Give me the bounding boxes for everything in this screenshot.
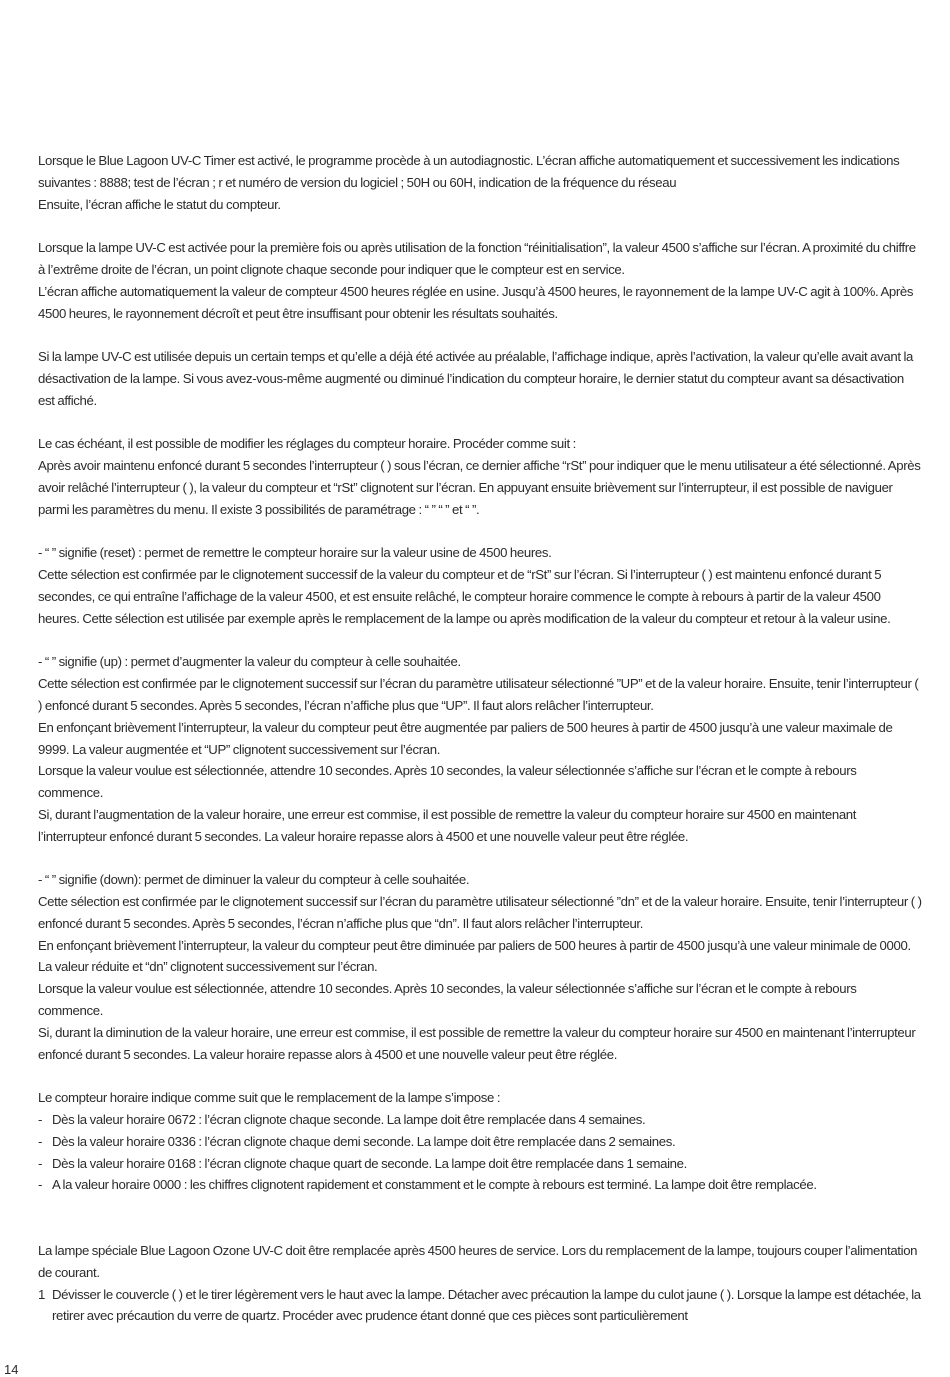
down-description-1: Cette sélection est confirmée par le clignotement successif sur l’écran du paramètre utilisateur sélectionné ”dn” et de la valeur horaire. Ensuite, tenir l’interrupteur ( ) enfoncé durant 5 secondes. Après 5 secondes, l’écran n’affiche plus que “dn”. Il faut alors relâcher l’interrupteur.	[38, 894, 922, 931]
list-item: - Dès la valeur horaire 0168 : l’écran clignote chaque quart de seconde. La lampe doit être remplacée dans 1 semaine.	[38, 1153, 922, 1175]
paragraph-modify-intro: Le cas échéant, il est possible de modifier les réglages du compteur horaire. Procéder comme suit :	[38, 436, 576, 452]
up-description-3: Lorsque la valeur voulue est sélectionnée, attendre 10 secondes. Après 10 secondes, la valeur sélectionnée s’affiche sur l’écran et le compte à rebours commence.	[38, 763, 857, 801]
replacement-intro: Le compteur horaire indique comme suit que le remplacement de la lampe s’impose :	[38, 1090, 501, 1106]
reset-description: Cette sélection est confirmée par le clignotement successif de la valeur du compteur et de “rSt” sur l’écran. Si l’interrupteur ( ) est maintenu enfoncé durant 5 secondes, ce qui entraîne l’affichage de la valeur 4500, et est ensuite relâché, le compteur horaire commence le compte à rebours à partir de la valeur 4500 heures. Cette sélection est utilisée par exemple après le remplacement de la lampe ou après modification de la valeur du compteur et retour à la valeur usine.	[38, 567, 891, 626]
paragraph-first-activation: Lorsque la lampe UV-C est activée pour la première fois ou après utilisation de la fonction “réinitialisation”, la valeur 4500 s’affiche sur l’écran. A proximité du chiffre à l’extrême droite de l’écran, un point clignote chaque seconde pour indiquer que le compteur est en service.	[38, 240, 916, 277]
section-spacer	[38, 1218, 922, 1240]
reset-heading: - “ ” signifie (reset) : permet de remettre le compteur horaire sur la valeur usine de 4500 heures.	[38, 545, 552, 561]
paragraph-factory-value: L’écran affiche automatiquement la valeur de compteur 4500 heures réglée en usine. Jusqu’à 4500 heures, le rayonnement de la lampe UV-C agit à 100%. Après 4500 heures, le rayonnement décroît et peut être insuffisant pour obtenir les résultats souhaités.	[38, 283, 914, 321]
step-number: 1	[38, 1286, 45, 1302]
paragraph-previous-value: Si la lampe UV-C est utilisée depuis un certain temps et qu’elle a déjà été activée au préalable, l’affichage indique, après l’activation, la valeur qu’elle avait avant la désactivation de la lampe. Si vous avez-vous-même augmenté ou diminué l’indication du compteur horaire, le dernier statut du compteur avant sa désactivation est affiché.	[38, 349, 914, 408]
down-description-3: Lorsque la valeur voulue est sélectionnée, attendre 10 secondes. Après 10 secondes, la valeur sélectionnée s’affiche sur l’écran et le compte à rebours commence.	[38, 981, 857, 1019]
down-description-2: En enfonçant brièvement l’interrupteur, la valeur du compteur peut être diminuée par paliers de 500 heures à partir de 4500 jusqu’à une valeur minimale de 0000. La valeur réduite et “dn” clignotent successivement sur l’écran.	[38, 937, 911, 975]
replacement-list	[38, 1109, 922, 1196]
list-item: - A la valeur horaire 0000 : les chiffres clignotent rapidement et constamment et le compte à rebours est terminé. La lampe doit être remplacée.	[38, 1174, 922, 1196]
down-description-4: Si, durant la diminution de la valeur horaire, une erreur est commise, il est possible de remettre la valeur du compteur horaire sur 4500 en maintenant l’interrupteur enfoncé durant 5 secondes. La valeur horaire repasse alors à 4500 et une nouvelle valeur peut être réglée.	[38, 1024, 916, 1062]
document-body	[38, 150, 922, 1327]
paragraph-counter-status: Ensuite, l’écran affiche le statut du compteur.	[38, 196, 281, 212]
paragraph-ozone-lamp: La lampe spéciale Blue Lagoon Ozone UV-C doit être remplacée après 4500 heures de service. Lors du remplacement de la lampe, toujours couper l’alimentation de courant.	[38, 1243, 918, 1280]
list-item: - Dès la valeur horaire 0672 : l’écran clignote chaque seconde. La lampe doit être remplacée dans 4 semaines.	[38, 1109, 922, 1131]
step-text: Dévisser le couvercle ( ) et le tirer légèrement vers le haut avec la lampe. Détacher avec précaution la lampe du culot jaune ( ). Lorsque la lampe est détachée, la retirer avec précaution du verre de quartz. Procéder avec prudence étant donné que ces pièces sont particulièrement	[52, 1286, 921, 1324]
paragraph-menu-navigation: Après avoir maintenu enfoncé durant 5 secondes l’interrupteur ( ) sous l’écran, ce dernier affiche “rSt” pour indiquer que le menu utilisateur a été sélectionné. Après avoir relâché l’interrupteur ( ), la valeur du compteur et “rSt” clignotent sur l’écran. En appuyant ensuite brièvement sur l’interrupteur, il est possible de naviguer parmi les paramètres du menu. Il existe 3 possibilités de paramétrage : “ ” “ ” et “ ”.	[38, 458, 921, 517]
down-heading: - “ ” signifie (down): permet de diminuer la valeur du compteur à celle souhaitée.	[38, 872, 470, 888]
up-description-4: Si, durant l’augmentation de la valeur horaire, une erreur est commise, il est possible de remettre la valeur du compteur horaire sur 4500 en maintenant l’interrupteur enfoncé durant 5 secondes. La valeur horaire repasse alors à 4500 et une nouvelle valeur peut être réglée.	[38, 806, 857, 844]
paragraph-autodiagnostic: Lorsque le Blue Lagoon UV-C Timer est activé, le programme procède à un autodiagnostic. L’écran affiche automatiquement et successivement les indications suivantes : 8888; test de l’écran ; r et numéro de version du logiciel ; 50H ou 60H, indication de la fréquence du réseau	[38, 153, 900, 190]
up-description-1: Cette sélection est confirmée par le clignotement successif sur l’écran du paramètre utilisateur sélectionné ”UP” et de la valeur horaire. Ensuite, tenir l’interrupteur ( ) enfoncé durant 5 secondes. Après 5 secondes, l’écran n’affiche plus que “UP”. Il faut alors relâcher l’interrupteur.	[38, 676, 919, 713]
up-description-2: En enfonçant brièvement l’interrupteur, la valeur du compteur peut être augmentée par paliers de 500 heures à partir de 4500 jusqu’à une valeur maximale de 9999. La valeur augmentée et “UP” clignotent successivement sur l’écran.	[38, 719, 893, 757]
list-item: - Dès la valeur horaire 0336 : l’écran clignote chaque demi seconde. La lampe doit être remplacée dans 2 semaines.	[38, 1131, 922, 1153]
replacement-steps	[38, 1284, 922, 1328]
up-heading: - “ ” signifie (up) : permet d’augmenter la valeur du compteur à celle souhaitée.	[38, 654, 461, 670]
step-item	[38, 1284, 922, 1328]
page-number: 14	[4, 1362, 19, 1377]
